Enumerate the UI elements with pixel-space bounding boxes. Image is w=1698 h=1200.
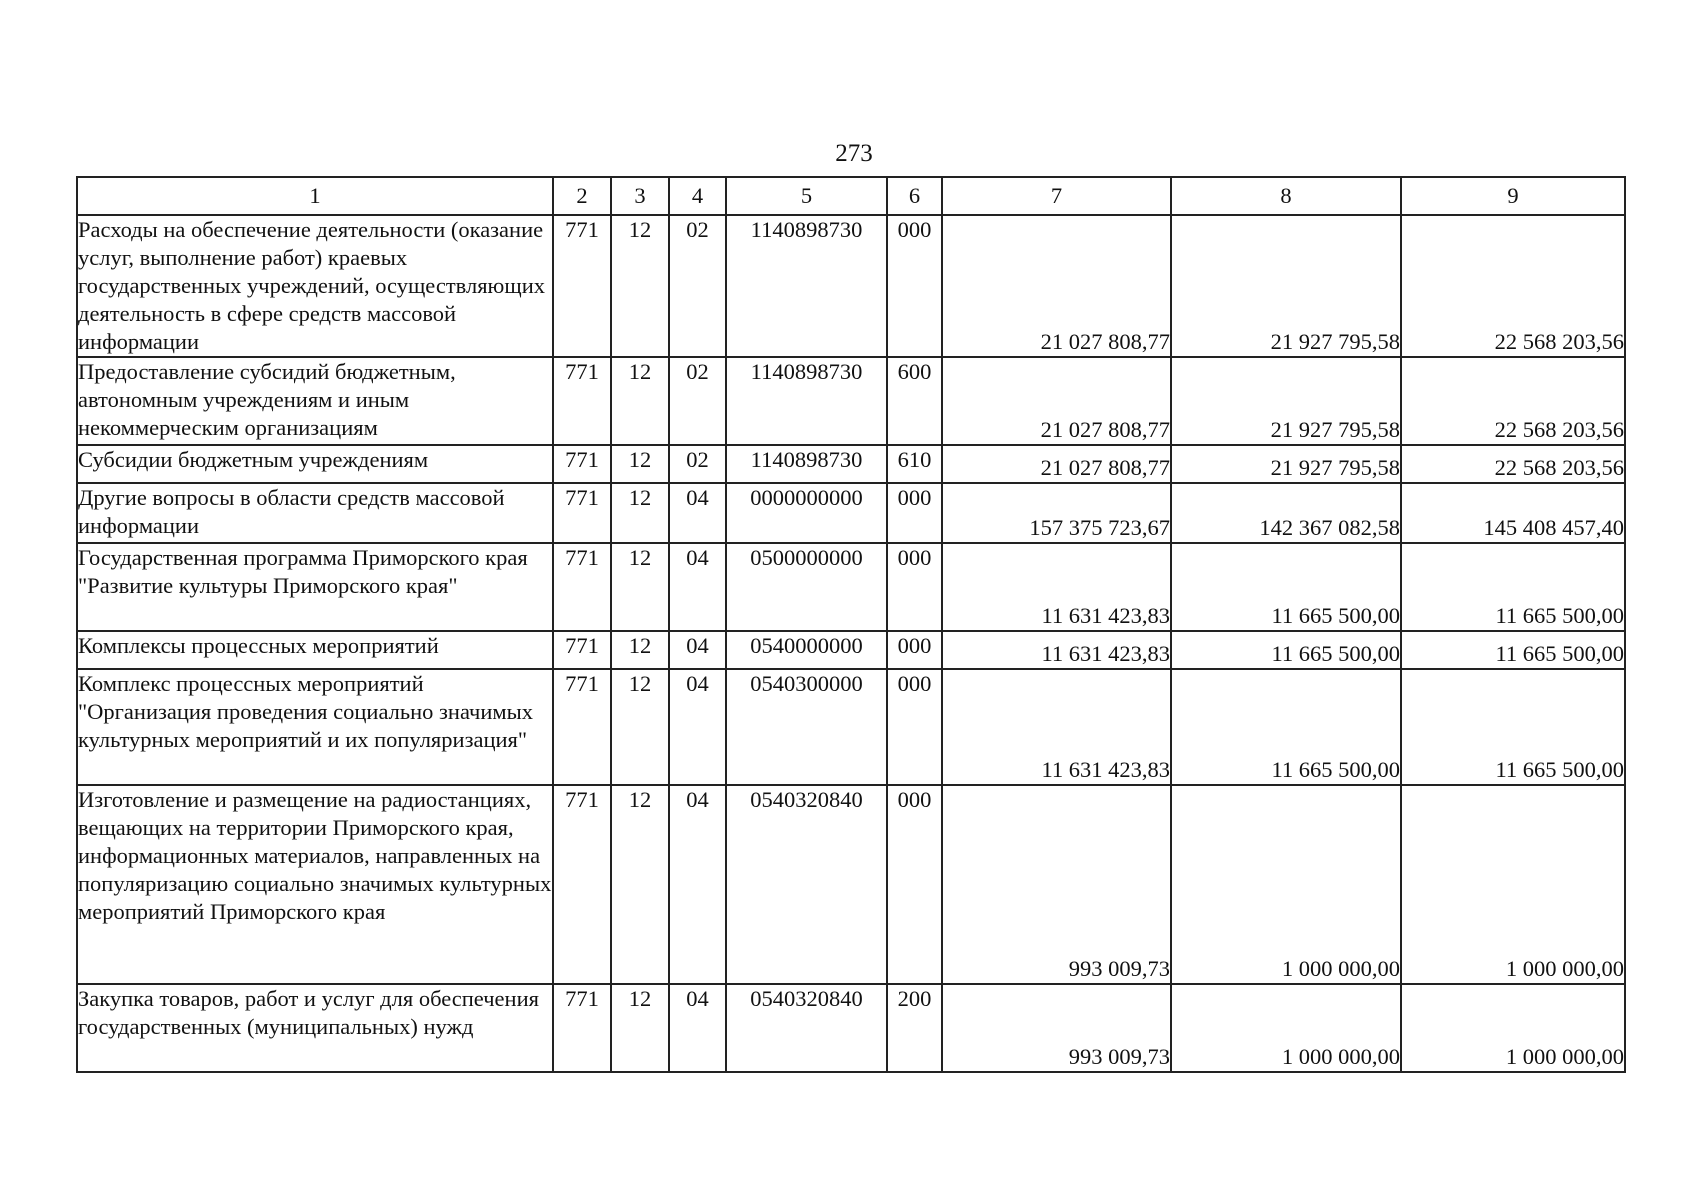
column-header: 5 bbox=[726, 177, 887, 215]
code-cell: 000 bbox=[887, 483, 942, 543]
expense-name: Расходы на обеспечение деятельности (оказание услуг, выполнение работ) краевых государственных учреждений, осуществляющих деятельность в сфере средств массовой информации bbox=[77, 215, 553, 357]
column-header: 2 bbox=[553, 177, 611, 215]
code-cell: 02 bbox=[669, 445, 726, 483]
amount-cell: 11 665 500,00 bbox=[1171, 669, 1401, 785]
code-cell: 04 bbox=[669, 631, 726, 669]
code-cell: 0540320840 bbox=[726, 984, 887, 1072]
expense-name: Другие вопросы в области средств массовой информации bbox=[77, 483, 553, 543]
code-cell: 000 bbox=[887, 215, 942, 357]
code-cell: 0540000000 bbox=[726, 631, 887, 669]
amount-cell: 1 000 000,00 bbox=[1401, 984, 1625, 1072]
amount-cell: 21 927 795,58 bbox=[1171, 445, 1401, 483]
column-header: 1 bbox=[77, 177, 553, 215]
amount-cell: 21 927 795,58 bbox=[1171, 215, 1401, 357]
code-cell: 12 bbox=[611, 984, 669, 1072]
table-row bbox=[77, 669, 1625, 785]
amount-cell: 1 000 000,00 bbox=[1171, 984, 1401, 1072]
page-number: 273 bbox=[835, 140, 873, 167]
amount-cell: 11 631 423,83 bbox=[942, 543, 1171, 631]
code-cell: 04 bbox=[669, 669, 726, 785]
table-row bbox=[77, 215, 1625, 357]
code-cell: 771 bbox=[553, 357, 611, 445]
code-cell: 771 bbox=[553, 445, 611, 483]
code-cell: 1140898730 bbox=[726, 215, 887, 357]
amount-cell: 11 665 500,00 bbox=[1401, 669, 1625, 785]
budget-table bbox=[76, 176, 1626, 1073]
amount-cell: 11 665 500,00 bbox=[1401, 543, 1625, 631]
code-cell: 04 bbox=[669, 785, 726, 984]
table-row bbox=[77, 483, 1625, 543]
expense-name: Комплекс процессных мероприятий "Организация проведения социально значимых культурных мероприятий и их популяризация" bbox=[77, 669, 553, 785]
amount-cell: 993 009,73 bbox=[942, 785, 1171, 984]
code-cell: 04 bbox=[669, 543, 726, 631]
amount-cell: 1 000 000,00 bbox=[1401, 785, 1625, 984]
code-cell: 12 bbox=[611, 357, 669, 445]
amount-cell: 22 568 203,56 bbox=[1401, 357, 1625, 445]
code-cell: 02 bbox=[669, 215, 726, 357]
expense-name: Субсидии бюджетным учреждениям bbox=[77, 445, 553, 483]
amount-cell: 11 665 500,00 bbox=[1401, 631, 1625, 669]
amount-cell: 21 027 808,77 bbox=[942, 357, 1171, 445]
column-header: 3 bbox=[611, 177, 669, 215]
amount-cell: 11 665 500,00 bbox=[1171, 631, 1401, 669]
table-row bbox=[77, 785, 1625, 984]
amount-cell: 993 009,73 bbox=[942, 984, 1171, 1072]
code-cell: 000 bbox=[887, 785, 942, 984]
amount-cell: 11 631 423,83 bbox=[942, 631, 1171, 669]
expense-name: Предоставление субсидий бюджетным, автономным учреждениям и иным некоммерческим организациям bbox=[77, 357, 553, 445]
code-cell: 771 bbox=[553, 483, 611, 543]
amount-cell: 21 027 808,77 bbox=[942, 445, 1171, 483]
code-cell: 12 bbox=[611, 631, 669, 669]
amount-cell: 157 375 723,67 bbox=[942, 483, 1171, 543]
column-header: 7 bbox=[942, 177, 1171, 215]
table-row bbox=[77, 445, 1625, 483]
amount-cell: 21 027 808,77 bbox=[942, 215, 1171, 357]
amount-cell: 145 408 457,40 bbox=[1401, 483, 1625, 543]
code-cell: 0000000000 bbox=[726, 483, 887, 543]
code-cell: 02 bbox=[669, 357, 726, 445]
code-cell: 000 bbox=[887, 669, 942, 785]
amount-cell: 22 568 203,56 bbox=[1401, 215, 1625, 357]
code-cell: 771 bbox=[553, 785, 611, 984]
table-row bbox=[77, 543, 1625, 631]
expense-name: Комплексы процессных мероприятий bbox=[77, 631, 553, 669]
code-cell: 771 bbox=[553, 215, 611, 357]
code-cell: 771 bbox=[553, 669, 611, 785]
table-row bbox=[77, 984, 1625, 1072]
amount-cell: 11 665 500,00 bbox=[1171, 543, 1401, 631]
expense-name: Закупка товаров, работ и услуг для обеспечения государственных (муниципальных) нужд bbox=[77, 984, 553, 1072]
amount-cell: 11 631 423,83 bbox=[942, 669, 1171, 785]
expense-name: Государственная программа Приморского края "Развитие культуры Приморского края" bbox=[77, 543, 553, 631]
code-cell: 600 bbox=[887, 357, 942, 445]
amount-cell: 1 000 000,00 bbox=[1171, 785, 1401, 984]
code-cell: 771 bbox=[553, 543, 611, 631]
code-cell: 0540300000 bbox=[726, 669, 887, 785]
table-row bbox=[77, 631, 1625, 669]
code-cell: 200 bbox=[887, 984, 942, 1072]
amount-cell: 142 367 082,58 bbox=[1171, 483, 1401, 543]
code-cell: 12 bbox=[611, 215, 669, 357]
code-cell: 12 bbox=[611, 445, 669, 483]
table-row bbox=[77, 357, 1625, 445]
code-cell: 12 bbox=[611, 543, 669, 631]
code-cell: 610 bbox=[887, 445, 942, 483]
expense-name: Изготовление и размещение на радиостанциях, вещающих на территории Приморского края, информационных материалов, направленных на популяризацию социально значимых культурных мероприятий Приморского края bbox=[77, 785, 553, 984]
column-header: 4 bbox=[669, 177, 726, 215]
code-cell: 771 bbox=[553, 984, 611, 1072]
code-cell: 771 bbox=[553, 631, 611, 669]
amount-cell: 22 568 203,56 bbox=[1401, 445, 1625, 483]
code-cell: 04 bbox=[669, 984, 726, 1072]
column-header: 6 bbox=[887, 177, 942, 215]
amount-cell: 21 927 795,58 bbox=[1171, 357, 1401, 445]
code-cell: 04 bbox=[669, 483, 726, 543]
code-cell: 1140898730 bbox=[726, 357, 887, 445]
code-cell: 12 bbox=[611, 785, 669, 984]
header-row bbox=[77, 177, 1625, 215]
column-header: 8 bbox=[1171, 177, 1401, 215]
code-cell: 000 bbox=[887, 631, 942, 669]
column-header: 9 bbox=[1401, 177, 1625, 215]
code-cell: 12 bbox=[611, 483, 669, 543]
code-cell: 0500000000 bbox=[726, 543, 887, 631]
code-cell: 1140898730 bbox=[726, 445, 887, 483]
code-cell: 000 bbox=[887, 543, 942, 631]
code-cell: 0540320840 bbox=[726, 785, 887, 984]
code-cell: 12 bbox=[611, 669, 669, 785]
